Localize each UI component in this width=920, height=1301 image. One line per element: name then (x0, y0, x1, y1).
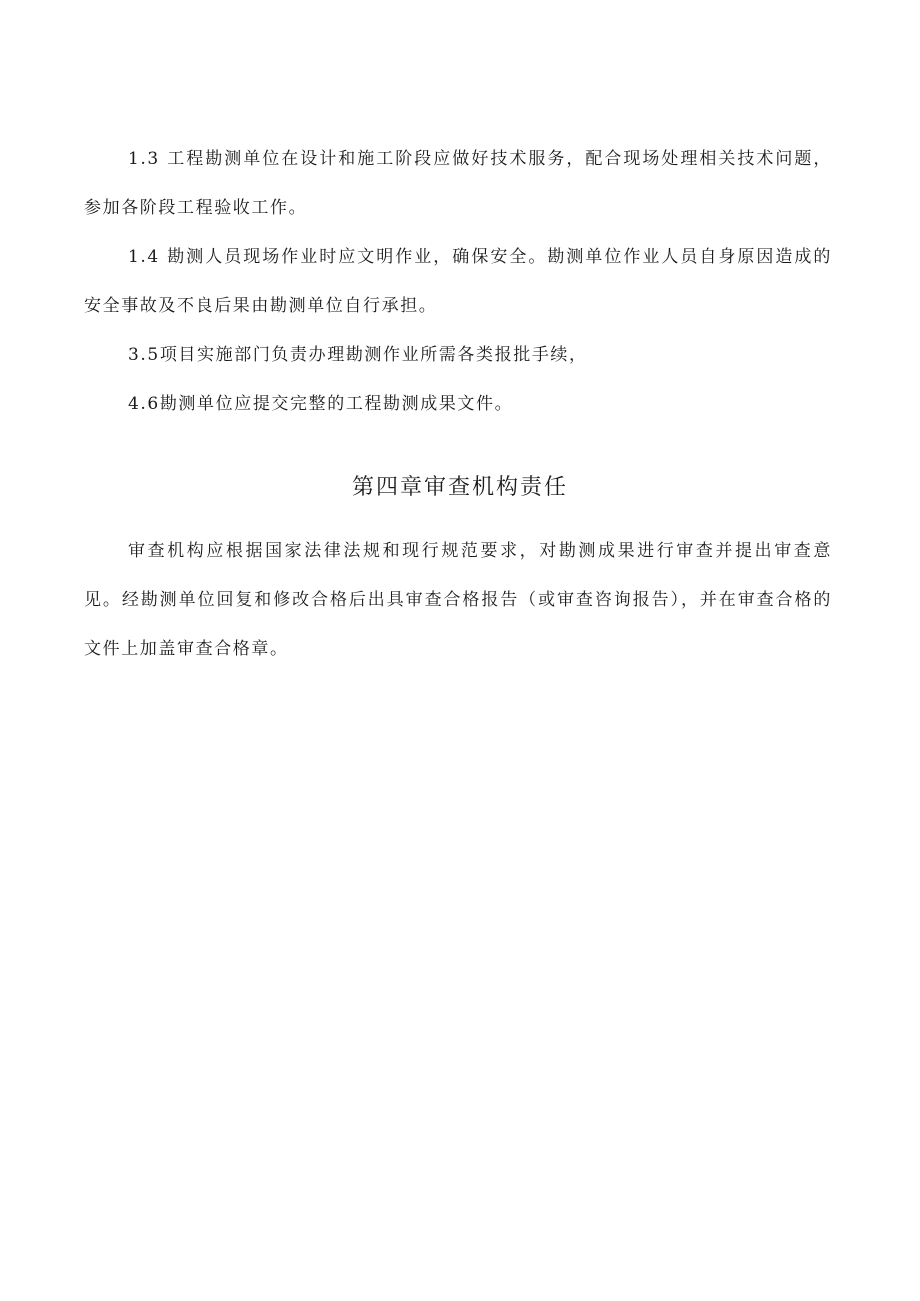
chapter-heading: 第四章审查机构责任 (351, 475, 568, 500)
paragraph-1-3: 1.3 工程勘测单位在设计和施工阶段应做好技术服务，配合现场处理相关技术问题，参加各阶段工程验收工作。 (84, 149, 832, 218)
paragraph-4-6: 4.6勘测单位应提交完整的工程勘测成果文件。 (128, 394, 514, 414)
paragraph-1-4: 1.4 勘测人员现场作业时应文明作业，确保安全。勘测单位作业人员自身原因造成的安全事故及不良后果由勘测单位自行承担。 (84, 247, 832, 316)
chapter-body-paragraph: 审查机构应根据国家法律法规和现行规范要求，对勘测成果进行审查并提出审查意见。经勘测单位回复和修改合格后出具审查合格报告（或审查咨询报告），并在审查合格的文件上加盖审查合格章。 (84, 541, 832, 659)
paragraph-3-5: 3.5项目实施部门负责办理勘测作业所需各类报批手续， (128, 345, 588, 365)
